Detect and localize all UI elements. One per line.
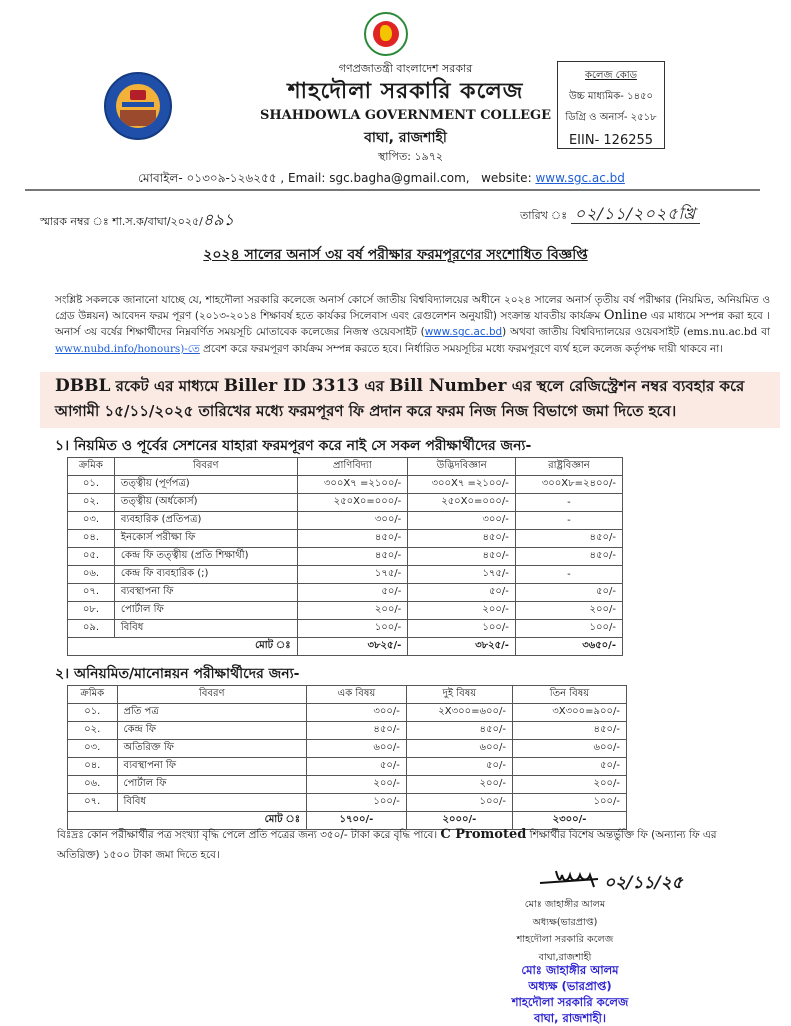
amount-cell: ৪৫০/- [307,722,407,740]
table-row [68,548,623,566]
table-row [68,476,623,494]
biller-id: Biller ID 3313 [223,376,360,396]
amount-cell: ৫০/- [297,584,408,602]
signer-block [480,896,650,966]
amount-cell: ২০০/- [307,776,407,794]
body-text-2: এর মাধ্যমে সম্পন্ন করা হবে । অনার্স ৩য় বর্ষের শিক্ষার্থীদের নিম্নবর্ণিত সময়সূচি মোতাবেক কলেজের নিজস্ব ওয়েবসাইট ( [55,310,770,339]
table-row [68,566,623,584]
college-name-bn: শাহদৌলা সরকারি কলেজ [287,79,524,104]
amount-cell: ২৫০X০=০০০/- [408,494,516,512]
amount-cell: ৩০০/- [307,704,407,722]
amount-cell: ৪৫০/- [406,722,512,740]
amount-cell: ২০০/- [515,602,622,620]
memo-label: স্মারক নম্বর ঃ শা.স.ক/বাঘা/২০২৫/ [40,215,203,228]
amount-cell: ১০০/- [297,620,408,638]
description-cell: পোর্টাল ফি [114,602,297,620]
payment-instruction [55,374,780,424]
table-row [68,584,623,602]
amount-cell: ২X৩০০=৬০০/- [406,704,512,722]
notice-body [55,292,770,357]
total-amount: ১৭০০/- [307,812,407,830]
total-label: মোট ঃ [68,638,298,656]
bangladesh-govt-emblem-icon [364,12,408,56]
description-cell: অতিরিক্ত ফি [117,740,307,758]
description-cell: তত্ত্বীয় (অর্ধকোর্স) [114,494,297,512]
section-2-heading: ২। অনিয়মিত/মানোন্নয়ন পরীক্ষার্থীদের জন্য- [55,666,300,682]
serial-cell: ০২. [68,722,118,740]
amount-cell: ৫০/- [408,584,516,602]
body-text-3: ) অথবা জাতীয় বিশ্ববিদ্যালয়ের ওয়েবসাইট [502,326,680,339]
column-header: ক্রমিক [68,686,118,704]
stamp-college: শাহদৌলা সরকারি কলেজ [511,995,629,1009]
amount-cell: ১০০/- [408,620,516,638]
description-cell: ব্যবস্থাপনা ফি [114,584,297,602]
amount-cell: ১০০/- [307,794,407,812]
email: Email: sgc.bagha@gmail.com, [288,171,470,185]
total-amount: ৩৮২৫/- [297,638,408,656]
table-row [68,776,627,794]
description-cell: পোর্টাল ফি [117,776,307,794]
serial-cell: ০৩. [68,512,115,530]
serial-cell: ০৭. [68,794,118,812]
note-text-1: বিঃদ্রঃ কোন পরীক্ষার্থীর পত্র সংখ্যা বৃদ্ধি পেলে প্রতি পত্রের জন্য ৩৫০/- টাকা করে বৃদ্ধি পাবে। [57,829,438,841]
amount-cell: ১০০/- [406,794,512,812]
nubd-website-link[interactable]: www.nubd.info/honours)-তে [55,342,200,355]
official-stamp [495,962,645,1026]
handwritten-date: ০২/১১/২০২৫খ্রি [571,204,700,224]
column-header: বিবরণ [117,686,307,704]
amount-cell: ২০০/- [408,602,516,620]
degree-code: ডিগ্রি ও অনার্স- ২৫১৮ [565,112,657,123]
college-code-title: কলেজ কোড [585,70,637,81]
memo-date [520,201,700,228]
irregular-fee-table [67,685,627,830]
description-cell: প্রতি পত্র [117,704,307,722]
amount-cell: ৪৫০/- [408,530,516,548]
amount-cell: ৪৫০/- [512,722,626,740]
note [57,825,757,865]
amount-cell: - [515,566,622,584]
description-cell: তত্ত্বীয় (পূর্ণপত্র) [114,476,297,494]
college-location: বাঘা, রাজশাহী [364,130,447,146]
serial-cell: ০৭. [68,584,115,602]
description-cell: ইনকোর্স পরীক্ষা ফি [114,530,297,548]
column-header: তিন বিষয় [512,686,626,704]
amount-cell: ৩০০X৭ =২১০০/- [297,476,408,494]
description-cell: কেন্দ্র ফি তত্ত্বীয় (প্রতি শিক্ষার্থী) [114,548,297,566]
section-1-heading: ১। নিয়মিত ও পূর্বের সেশনের যাহারা ফরমপূরণ করে নাই সে সকল পরীক্ষার্থীদের জন্য- [55,438,532,454]
highlight-text-1: রকেট এর মাধ্যমে [115,377,219,395]
amount-cell: ৩০০/- [297,512,408,530]
amount-cell: ৪৫০/- [515,548,622,566]
amount-cell: ৩০০X৭ =২১০০/- [408,476,516,494]
stamp-designation: অধ্যক্ষ (ভারপ্রাপ্ত) [528,979,612,993]
description-cell: বিবিধ [114,620,297,638]
notice-title: ২০২৪ সালের অনার্স ৩য় বর্ষ পরীক্ষার ফরমপূরণের সংশোধিত বিজ্ঞপ্তি [203,247,588,263]
description-cell: বিবিধ [117,794,307,812]
serial-cell: ০৪. [68,758,118,776]
ems-text: (ems.nu.ac.bd [683,326,758,339]
serial-cell: ০২. [68,494,115,512]
signature-date: ০২/১১/২৫ [604,873,683,893]
table-row [68,620,623,638]
table-row [68,722,627,740]
amount-cell: ৬০০/- [512,740,626,758]
total-amount: ২০০০/- [406,812,512,830]
serial-cell: ০১. [68,704,118,722]
amount-cell: ১৭৫/- [297,566,408,584]
college-code-box [557,61,665,149]
table-row [68,494,623,512]
description-cell: কেন্দ্র ফি [117,722,307,740]
amount-cell: ১০০/- [515,620,622,638]
table-row [68,740,627,758]
amount-cell: ১৭৫/- [408,566,516,584]
amount-cell: ৫০/- [515,584,622,602]
total-amount: ৩৮২৫/- [408,638,516,656]
column-header: দুই বিষয় [406,686,512,704]
college-website-link[interactable]: www.sgc.ac.bd [424,326,503,339]
amount-cell: ৬০০/- [406,740,512,758]
amount-cell: ২০০/- [512,776,626,794]
table-row [68,602,623,620]
body-text-5: প্রবেশ করে ফরমপূরণ কার্যক্রম সম্পন্ন করতে হবে। নির্ধারিত সময়সূচির মধ্যে ফরমপূরণে ব্যর্থ হলে কলেজ কর্তৃপক্ষ দায়ী থাকবে না। [203,342,723,355]
serial-cell: ০৬. [68,776,118,794]
memo-handwritten-number: ৪৯১ [202,210,235,229]
amount-cell: ৪৫০/- [297,530,408,548]
amount-cell: - [515,512,622,530]
highlight-text-3: এর স্থলে রেজিস্ট্রেশন নম্বর ব্যবহার করে আগামী ১৫/১১/২০২৫ তারিখের মধ্যে ফরমপূরণ ফি প্রদান করে ফরম নিজ নিজ বিভাগে জমা দিতে হবে। [55,377,745,420]
signer-college: শাহদৌলা সরকারি কলেজ [516,934,614,945]
amount-cell: ৪৫০/- [297,548,408,566]
amount-cell: ১০০/- [512,794,626,812]
table-row [68,758,627,776]
column-header: বিবরণ [114,458,297,476]
bill-number-text: Bill Number [389,376,507,396]
amount-cell: ৪৫০/- [515,530,622,548]
serial-cell: ০১. [68,476,115,494]
contact-line [138,170,625,190]
serial-cell: ০৪. [68,530,115,548]
column-header: উদ্ভিদবিজ্ঞান [408,458,516,476]
total-row [68,638,623,656]
serial-cell: ০৫. [68,548,115,566]
amount-cell: ২৫০X০=০০০/- [297,494,408,512]
amount-cell: ৩০০X৮=২৪০০/- [515,476,622,494]
amount-cell: ৪৫০/- [408,548,516,566]
website-label: website: [481,171,532,185]
stamp-name: মোঃ জাহাঙ্গীর আলম [521,963,619,977]
body-text-1: সংশ্লিষ্ট সকলকে জানানো যাচ্ছে যে, শাহদৌলা সরকারি কলেজে অনার্স কোর্সে জাতীয় বিশ্ববিদ্যালয়ের অধীনে ২০২৪ সালের অনার্স তৃতীয় বর্ষ পরীক্ষার (নিয়মিত, অনিয়মিত ও গ্রেড উন্নয়ন) আবেদন ফরম পূরণ (২০১৩-২০১৪ শিক্ষাবর্ষ হতে কার্যকর সিলেবাস এবং রেগুলেশন অনুযায়ী) সংক্রান্ত যাবতীয় কার্যক্রম [55,294,770,323]
government-line: গণপ্রজাতন্ত্রী বাংলাদেশ সরকার [338,62,473,75]
signer-designation: অধ্যক্ষ(ভারপ্রাপ্ত) [532,916,598,928]
column-header: প্রাণিবিদ্যা [297,458,408,476]
signer-name: মোঃ জাহাঙ্গীর আলম [524,899,606,910]
mobile-number: মোবাইল- ০১৩০৯-১২৬২৫৫ , [138,171,285,185]
serial-cell: ০৮. [68,602,115,620]
description-cell: ব্যবস্থাপনা ফি [117,758,307,776]
total-label: মোট ঃ [68,812,307,830]
signer-place: বাঘা,রাজশাহী [538,951,592,963]
amount-cell: ২০০/- [406,776,512,794]
amount-cell: ৫০/- [512,758,626,776]
description-cell: কেন্দ্র ফি ব্যবহারিক (;) [114,566,297,584]
description-cell: ব্যবহারিক (প্রতিপত্র) [114,512,297,530]
regular-fee-table [67,457,623,656]
amount-cell: - [515,494,622,512]
table-row [68,512,623,530]
table-row [68,530,623,548]
amount-cell: ২০০/- [297,602,408,620]
note-text-2: শিক্ষার্থীর বিশেষ অন্তর্ভুক্তি ফি (অন্যান্য ফি এর অতিরিক্ত) ১৫০০ টাকা জমা দিতে হবে। [57,829,717,861]
table-row [68,794,627,812]
highlight-text-2: এর [364,377,385,395]
total-amount: ২৩০০/- [512,812,626,830]
column-header: রাষ্ট্রবিজ্ঞান [515,458,622,476]
total-amount: ৩৬৫০/- [515,638,622,656]
date-label: তারিখ ঃ [520,209,568,222]
college-name-en: SHAHDOWLA GOVERNMENT COLLEGE [259,108,552,123]
online-text: Online [603,308,648,324]
serial-cell: ০৬. [68,566,115,584]
serial-cell: ০৩. [68,740,118,758]
column-header: এক বিষয় [307,686,407,704]
hsc-code: উচ্চ মাধ্যমিক- ১৪৫০ [568,91,654,102]
stamp-place: বাঘা, রাজশাহী। [533,1011,607,1025]
body-text-4: বা [761,326,771,339]
header-divider [25,189,760,191]
amount-cell: ৫০/- [406,758,512,776]
website-link[interactable]: www.sgc.ac.bd [535,171,625,185]
amount-cell: ৩X৩০০=৯০০/- [512,704,626,722]
eiin-code: EIIN- 126255 [568,133,654,148]
table-row [68,704,627,722]
established-year: স্থাপিত: ১৯৭২ [377,150,444,163]
amount-cell: ৩০০/- [408,512,516,530]
dbbl-text: DBBL [55,376,111,396]
memo-number [40,207,234,234]
column-header: ক্রমিক [68,458,115,476]
amount-cell: ৫০/- [307,758,407,776]
c-promoted-text: C Promoted [440,827,527,842]
amount-cell: ৬০০/- [307,740,407,758]
serial-cell: ০৯. [68,620,115,638]
